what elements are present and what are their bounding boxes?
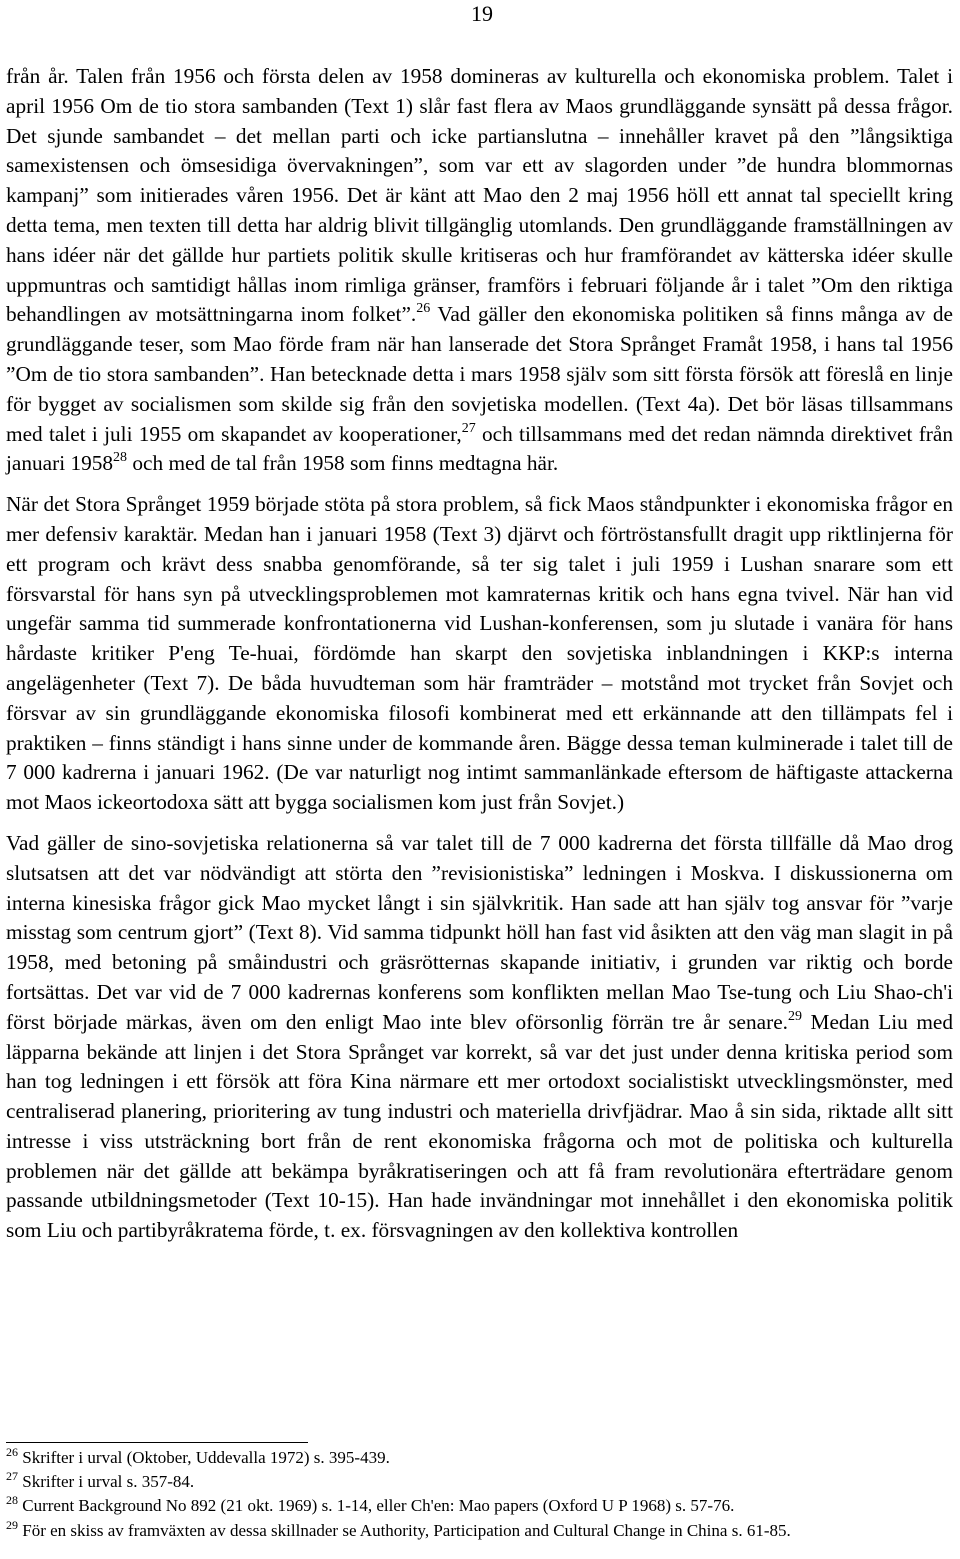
footnote-reference: 26: [416, 301, 431, 317]
text-run: Vad gäller den ekonomiska politiken så finns många av de grundläggande teser, som Mao förde fram när han lanserade det Stora Språnget Framåt 1958, i hans tal 1956 ”Om de tio stora sambanden”. Han betecknade detta i mars 1958 själv som sitt första försök att föreslå en linje för bygget av socialismen som skilde sig från den sovjetiska modellen. (Text 4a). Det bör läsas tillsammans med talet i juli 1955 om skapandet av kooperationer,: [6, 302, 953, 446]
footnote-number: 28: [6, 1493, 18, 1508]
footnote-text: För en skiss av framväxten av dessa skillnader se Authority, Participation and Cultural Change in China s. 61-85.: [22, 1520, 791, 1540]
footnote-number: 27: [6, 1469, 18, 1484]
paragraph: [6, 490, 953, 818]
text-run: och tillsammans med det redan nämnda direktivet från januari 1958: [6, 421, 953, 476]
footnote-number: 26: [6, 1445, 18, 1459]
text-run: från år. Talen från 1956 och första delen av 1958 domineras av kulturella och ekonomiska problem. Talet i april 1956 Om de tio stora sambanden (Text 1) slår fast flera av Maos grundläggande synsätt på dessa frågor. Det sjunde sambandet – det mellan parti och icke partianslutna – innehåller kravet på den ”långsiktiga samexistensen och ömsesidiga övervakningen”, som var ett av slagorden under ”de hundra blommornas kampanj” som initierades våren 1956. Det är känt att Mao den 2 maj 1956 höll ett annat tal speciellt kring detta tema, men texten till detta har aldrig blivit tillgänglig utomlands. Den grundläggande framställningen av hans idéer när det gällde hur partiets politik skulle kritiseras och hur framförandet av kätterska idéer skulle uppmuntras och samtidigt hållas inom rimliga gränser, framförs i februari följande år i talet ”Om den riktiga behandlingen av motsättningarna inom folket”.: [6, 64, 953, 327]
footnote-reference: 28: [113, 450, 128, 466]
footnote: [6, 1446, 953, 1470]
footnote: [6, 1494, 953, 1518]
text-run: Vad gäller de sino-sovjetiska relationerna så var talet till de 7 000 kadrerna det första tillfälle då Mao drog slutsatsen att det var nödvändigt att störta den ”revisionistiska” ledningen i Moskva. I diskussionerna om interna kinesiska frågor gick Mao mycket långt i sin självkritik. Han sade att han själv tog ansvar för ”varje misstag som centrum gjort” (Text 8). Vid samma tidpunkt höll han fast vid åsikten att den väg man slagit in på 1958, med betoning på småindustri och gräsrötternas skapande initiativ, i grunden var riktig och borde fortsättas. Det var vid de 7 000 kadrernas konferens som konflikten mellan Mao Tse-tung och Liu Shao-ch'i först började märkas, även om den enligt Mao inte blev oförsonlig förrän tre år senare.: [6, 830, 953, 1034]
footnote-separator: [6, 1442, 308, 1443]
footnote-text: Current Background No 892 (21 okt. 1969) s. 1-14, eller Ch'en: Mao papers (Oxford U P 1968) s. 57-76.: [22, 1496, 735, 1516]
footnote: [6, 1470, 953, 1494]
footnote-reference: 27: [461, 420, 476, 436]
text-run: Medan Liu med läpparna bekände att linjen i det Stora Språnget var korrekt, så var det just under denna kritiska period som han tog ledningen i ett försök att föra Kina närmare ett mer ortodoxt socialistiskt utvecklingsmönster, med centraliserad planering, prioritering av tung industri och materiella drivfjädrar. Mao å sin sida, riktade allt sitt intresse i viss utsträckning bort från de rent ekonomiska frågorna och mot de politiska och kulturella problemen när det gällde att bekämpa byråkratiseringen och att få fram revolutionära efterträdare genom passande utbildningsmetoder (Text 10-15). Han hade invändningar mot innehållet i den ekonomiska politik som Liu och partibyråkratema förde, t. ex. försvagningen av den kollektiva kontrollen: [6, 1009, 953, 1243]
body-text: [6, 62, 953, 1257]
footnote-text: Skrifter i urval (Oktober, Uddevalla 1972) s. 395-439.: [22, 1448, 390, 1467]
paragraph: [6, 62, 953, 479]
text-run: och med de tal från 1958 som finns medtagna här.: [127, 451, 559, 476]
footnote-reference: 29: [787, 1008, 802, 1024]
footnote: [6, 1519, 953, 1543]
footnotes: [6, 1446, 953, 1543]
footnote-text: Skrifter i urval s. 357-84.: [22, 1472, 195, 1492]
footnote-number: 29: [6, 1517, 18, 1532]
page-number: 19: [471, 1, 493, 26]
text-run: När det Stora Språnget 1959 började stöta på stora problem, så fick Maos ståndpunkter i ekonomiska frågor en mer defensiv karaktär. Medan han i januari 1958 (Text 3) djärvt och förtröstansfullt dragit upp riktlinjerna för ett program och krävt dess snabba genomförande, så ter sig talet i juli 1959 i Lushan snarare som ett försvarstal för hans syn på utvecklingsproblemen mot kamraternas kritik och hans egna tvivel. När han vid ungefär samma tid summerade konfrontationerna vid Lushan-konferensen, som ju slutade i vanära för hans hårdaste kritiker P'eng Te-huai, fördömde han skarpt den sovjetiska inblandningen i KKP:s interna angelägenheter (Text 7). De båda huvudteman som här framträder – motstånd mot trycket från Sovjet och försvar av sin grundläggande ekonomiska filosofi kombinerat med ett erkännande att den tillämpats fel i praktiken – finns ständigt i hans sinne under de kommande åren. Bägge dessa teman kulminerade i talet till de 7 000 kadrerna i januari 1962. (De var naturligt nog intimt sammanlänkade eftersom de häftigaste attackerna mot Maos ickeortodoxa sätt att bygga socialismen kom just från Sovjet.): [6, 492, 953, 815]
paragraph: [6, 829, 953, 1246]
